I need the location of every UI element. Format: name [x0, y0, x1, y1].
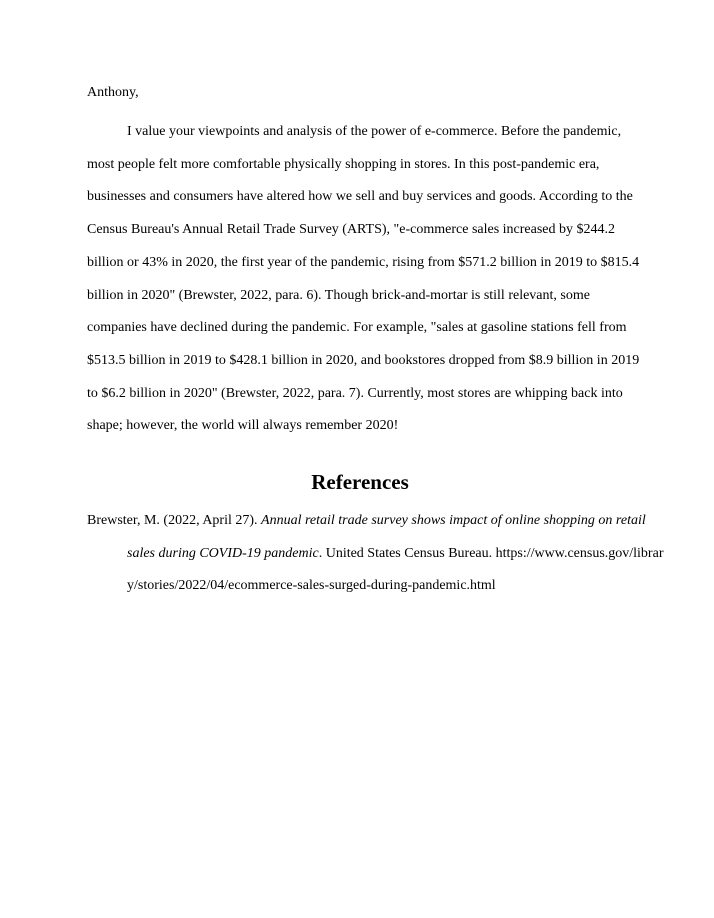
reference-publisher: . United States Census Bureau.: [318, 545, 496, 561]
reference-title: Annual retail trade survey shows impact of online shopping on retail sales during COVID-19 pandemic: [127, 513, 646, 561]
reference-url: https://www.census.gov/library/stories/2022/04/ecommerce-sales-surged-during-pandemic.html: [127, 545, 664, 594]
reference-author-date: Brewster, M. (2022, April 27).: [87, 513, 262, 528]
greeting: Anthony,: [87, 85, 139, 100]
reference-entry: [87, 505, 672, 603]
body-paragraph: I value your viewpoints and analysis of the power of e-commerce. Before the pandemic, most people felt more comfortable physically shopping in stores. In this post-pandemic era, businesses and consumers have altered how we sell and buy services and goods. According to the Census Bureau's Annual Retail Trade Survey (ARTS), "e-commerce sales increased by $244.2 billion or 43% in 2020, the first year of the pandemic, rising from $571.2 billion in 2019 to $815.4 billion in 2020" (Brewster, 2022, para. 6). Though brick-and-mortar is still relevant, some companies have declined during the pandemic. For example, "sales at gasoline stations fell from $513.5 billion in 2019 to $428.1 billion in 2020, and bookstores dropped from $8.9 billion in 2019 to $6.2 billion in 2020" (Brewster, 2022, para. 7). Currently, most stores are whipping back into shape; however, the world will always remember 2020!: [87, 124, 640, 434]
references-heading: References: [311, 470, 409, 494]
